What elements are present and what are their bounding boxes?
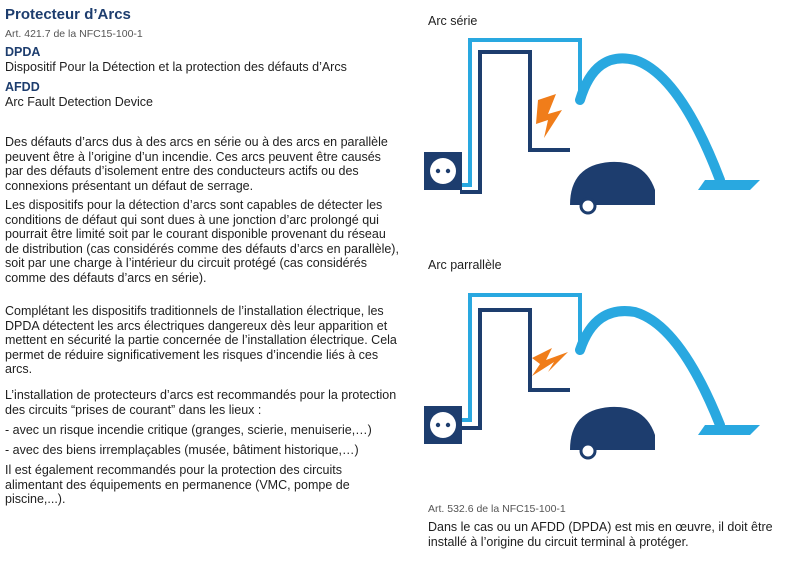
list-item-1: - avec un risque incendie critique (granges, scierie, menuiserie,…) — [5, 423, 372, 437]
paragraph-5: Il est également recommandés pour la protection des circuits alimentant des équipements en permanence (VMC, pompe de piscine,...). — [5, 463, 350, 506]
afdd-definition: Arc Fault Detection Device — [5, 95, 153, 109]
installation-note: Dans le cas ou un AFDD (DPDA) est mis en œuvre, il doit être installé à l’origine du circuit terminal à protéger. — [428, 520, 773, 549]
arc-parallele-label: Arc parrallèle — [428, 258, 502, 272]
reference-article: Art. 421.7 de la NFC15-100-1 — [5, 28, 143, 40]
arc-lightning-parallel-icon — [532, 348, 568, 376]
neutral-wire-parallel — [460, 310, 570, 428]
socket-icon-parallel — [424, 406, 462, 444]
dpda-term: DPDA — [5, 45, 41, 59]
arc-serie-label: Arc série — [428, 14, 478, 28]
paragraph-3: Complétant les dispositifs traditionnels de l’installation électrique, les DPDA détectent les arcs électriques dangereux dès leur apparition et mettent en sécurité la partie concernée de l’installation électrique. Cela permet de réduire significativement les risques d’incendie liés à ces arcs. — [5, 304, 397, 376]
dpda-definition: Dispositif Pour la Détection et la protection des défauts d’Arcs — [5, 60, 347, 74]
reference-article-532: Art. 532.6 de la NFC15-100-1 — [428, 503, 566, 515]
list-item-2: - avec des biens irremplaçables (musée, bâtiment historique,…) — [5, 443, 359, 457]
paragraph-1: Des défauts d’arcs dus à des arcs en série ou à des arcs en parallèle peuvent être à l’origine d’un incendie. Ces arcs peuvent être causés par des défauts d’isolement entre des conducteurs actifs ou des connexions présentant un défaut de serrage. — [5, 135, 388, 193]
socket-icon — [424, 152, 462, 190]
paragraph-4: L’installation de protecteurs d’arcs est recommandés pour la protection des circuits “prises de courant” dans les lieux : — [5, 388, 397, 417]
arc-serie-diagram — [420, 30, 790, 230]
vacuum-cleaner-parallel-icon — [570, 311, 760, 458]
vacuum-cleaner-icon — [570, 58, 760, 213]
afdd-term: AFDD — [5, 80, 40, 94]
paragraph-2: Les dispositifs pour la détection d’arcs sont capables de détecter les conditions de défaut qui sont dues à une jonction d’arc prolongé qui pourrait être limité soit par le courant disponible provenant du réseau de distribution (cas considérés comme des défauts d’arcs en parallèle), soit par une charge à l’intérieur du circuit protégé (cas considérés comme des défauts d’arcs en série). — [5, 198, 399, 285]
arc-parallele-diagram — [420, 290, 790, 470]
arc-lightning-icon — [536, 94, 562, 138]
page-title: Protecteur d’Arcs — [5, 6, 131, 23]
